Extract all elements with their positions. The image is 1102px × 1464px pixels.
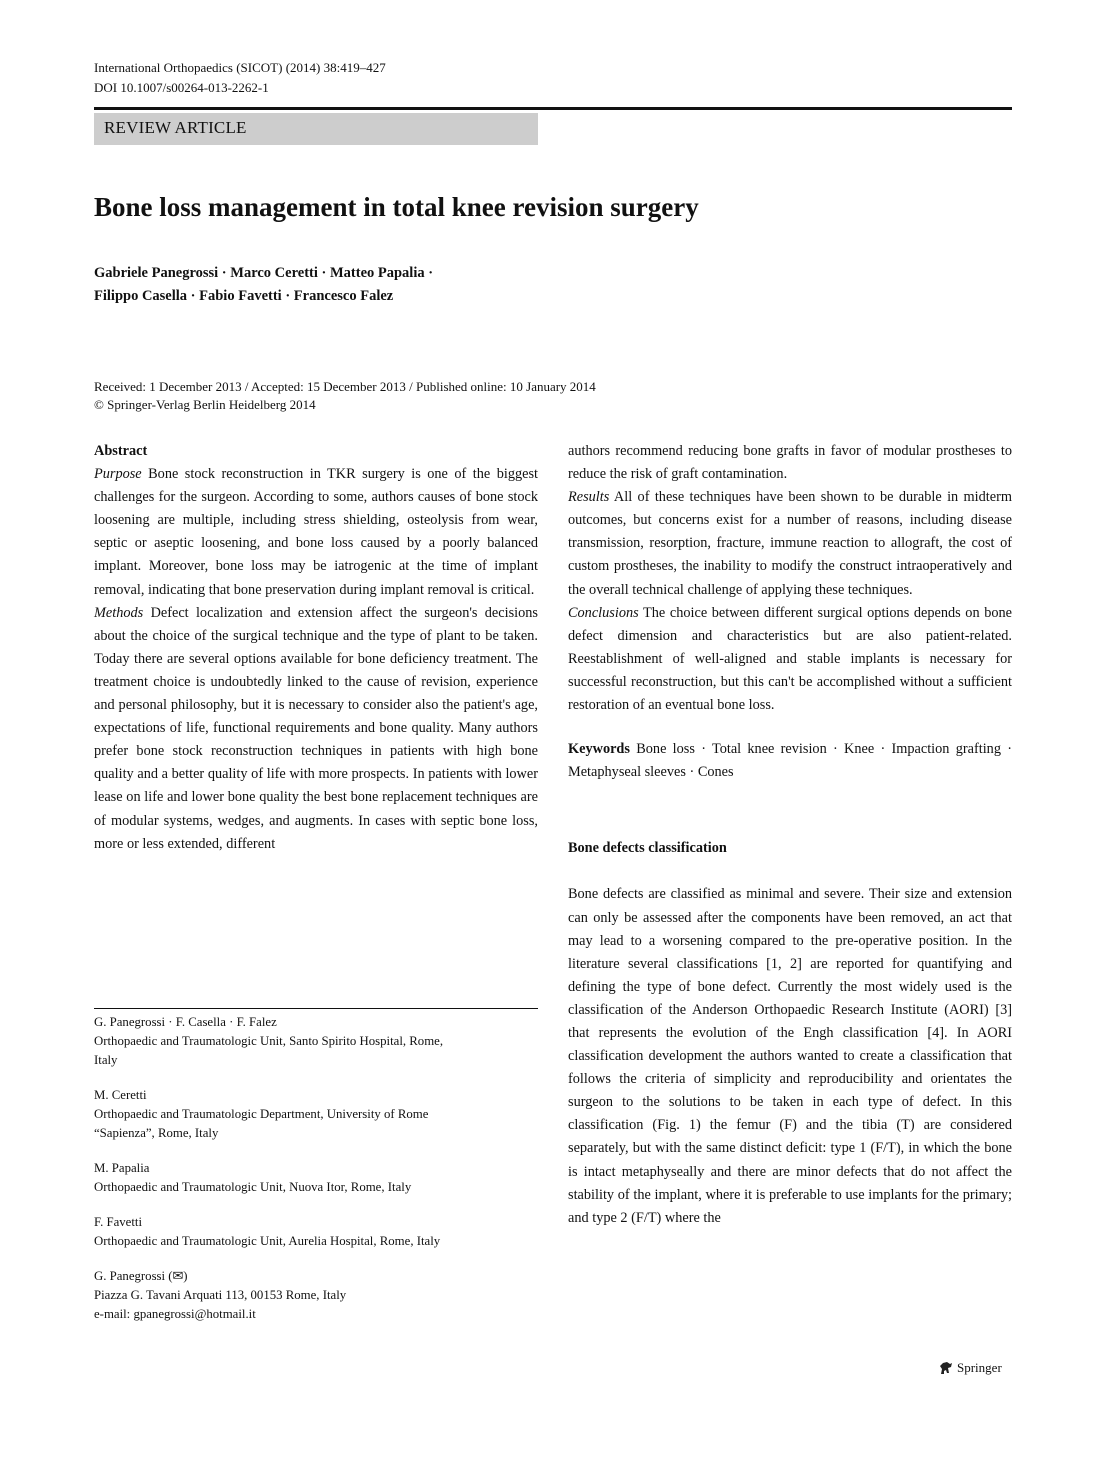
section-label-bar — [94, 113, 538, 145]
affiliation-block — [94, 1159, 538, 1197]
affiliation-block — [94, 1213, 538, 1251]
copyright-line: © Springer-Verlag Berlin Heidelberg 2014 — [94, 397, 316, 412]
correspondence-name: G. Panegrossi (✉) — [94, 1269, 188, 1283]
abstract-conclusions — [568, 602, 1012, 717]
conclusions-text: The choice between different surgical options depends on bone defect dimension and characteristics but are also patient-related. Reestablishment of well-aligned and stable implants is necessary for successful reconstruction, but this can't be accomplished without a sufficient restoration of an eventual bone loss. — [568, 604, 1012, 714]
publisher-footer — [938, 1360, 1002, 1376]
section-heading: Bone defects classification — [568, 840, 727, 857]
author-list — [94, 262, 433, 308]
affiliation-block — [94, 1086, 538, 1143]
results-label: Results — [568, 489, 610, 506]
results-text: All of these techniques have been shown to be durable in midterm outcomes, but concerns exist for a number of reasons, including disease transmission, resorption, fracture, immune reaction to allograft, the cost of custom prostheses, the inability to modify the construct intraoperatively and the overall technical challenge of applying these techniques. — [568, 489, 1012, 598]
correspondence-email[interactable]: e-mail: gpanegrossi@hotmail.it — [94, 1307, 256, 1321]
affiliations — [94, 1013, 538, 1340]
received-line: Received: 1 December 2013 / Accepted: 15 December 2013 / Published online: 10 January 2014 — [94, 379, 596, 394]
journal-citation: International Orthopaedics (SICOT) (2014) 38:419–427 — [94, 60, 386, 75]
purpose-label: Purpose — [94, 466, 142, 483]
methods-continued: authors recommend reducing bone grafts in favor of modular prostheses to reduce the risk of graft contamination. — [568, 443, 1012, 483]
methods-text: Defect localization and extension affect the surgeon's decisions about the choice of the surgical technique and the type of plant to be taken. Today there are several options available for bone deficiency treatment. The treatment choice is undoubtedly linked to the cause of revision, experience and personal philosophy, but it is necessary to consider also the patient's age, expectations of life, functional requirements and bone quality. Many authors prefer bone stock reconstruction techniques in patients with high bone quality and a better quality of life with more prospects. In patients with lower lease on life and lower bone quality the best bone replacement techniques are of modular systems, wedges, and augments. In cases with septic bone loss, more or less extended, different — [94, 604, 538, 852]
publisher-name: Springer — [957, 1360, 1002, 1375]
correspondence-address: Piazza G. Tavani Arquati 113, 00153 Rome, Italy — [94, 1288, 347, 1302]
section-body: Bone defects are classified as minimal and severe. Their size and extension can only be assessed after the components have been removed, an act that may lead to a worsening compared to the pre-operative position. In the literature several classifications [1, 2] are reported for quantifying and defining the type of bone defect. Currently the most widely used is the classification of the Anderson Orthopaedic Research Institute (AORI) [3] that represents the evolution of the Engh classification [4]. In AORI classification development the authors wanted to create a classification that follows the criteria of simplicity and reproducibility and orientates the surgeon to the solutions to be taken in each type of defect. In this classification (Fig. 1) the femur (F) and the tibia (T) are considered separately, but with the same distinct deficit: type 1 (F/T), in which the bone is intact metaphyseally and there are minor defects that do not affect the stability of the implant, where it is preferable to use implants for the primary; and type 2 (F/T) where the — [568, 886, 1012, 1226]
journal-header — [94, 58, 386, 98]
affiliation-names: F. Favetti — [94, 1215, 143, 1229]
affiliation-line: Italy — [94, 1053, 118, 1067]
author-line: Gabriele Panegrossi · Marco Ceretti · Matteo Papalia · — [94, 265, 434, 281]
left-column — [94, 440, 538, 856]
affiliation-names: G. Panegrossi · F. Casella · F. Falez — [94, 1015, 277, 1029]
affiliation-line: “Sapienza”, Rome, Italy — [94, 1126, 219, 1140]
conclusions-label: Conclusions — [568, 604, 639, 621]
affiliation-block — [94, 1013, 538, 1070]
purpose-text: Bone stock reconstruction in TKR surgery is one of the biggest challenges for the surgeon. According to some, authors causes of bone stock loosening are multiple, including stress shielding, osteolysis from wear, septic or aseptic loosening, and bone loss caused by a poorly balanced implant. Moreover, bone loss may be iatrogenic at the time of implant removal, indicating that bone preservation during implant removal is critical. — [94, 466, 538, 598]
article-title: Bone loss management in total knee revision surgery — [94, 192, 699, 222]
keywords-text: Bone loss · Total knee revision · Knee · Impaction grafting · Metaphyseal sleeves · Cones — [568, 741, 1013, 781]
affiliation-line: Orthopaedic and Traumatologic Unit, Aurelia Hospital, Rome, Italy — [94, 1234, 441, 1248]
keywords-label: Keywords — [568, 741, 630, 758]
doi: DOI 10.1007/s00264-013-2262-1 — [94, 80, 269, 95]
affiliation-names: M. Ceretti — [94, 1088, 147, 1102]
header-rule — [94, 107, 1012, 110]
affiliation-names: M. Papalia — [94, 1161, 150, 1175]
abstract-results — [568, 486, 1012, 601]
affiliation-line: Orthopaedic and Traumatologic Unit, Santo Spirito Hospital, Rome, — [94, 1034, 444, 1048]
affiliation-line: Orthopaedic and Traumatologic Unit, Nuova Itor, Rome, Italy — [94, 1180, 412, 1194]
affiliation-line: Orthopaedic and Traumatologic Department, University of Rome — [94, 1107, 429, 1121]
methods-label: Methods — [94, 604, 144, 621]
keywords — [568, 738, 1012, 784]
footnote-rule — [94, 1008, 538, 1009]
author-line: Filippo Casella · Fabio Favetti · Francesco Falez — [94, 288, 394, 304]
section-label: REVIEW ARTICLE — [104, 118, 247, 137]
correspondence-block — [94, 1267, 538, 1324]
springer-horse-icon — [938, 1360, 954, 1376]
right-column — [568, 440, 1012, 1230]
abstract-heading: Abstract — [94, 443, 148, 459]
publication-dates — [94, 378, 596, 414]
abstract-methods — [94, 602, 538, 856]
abstract-purpose — [94, 463, 538, 602]
